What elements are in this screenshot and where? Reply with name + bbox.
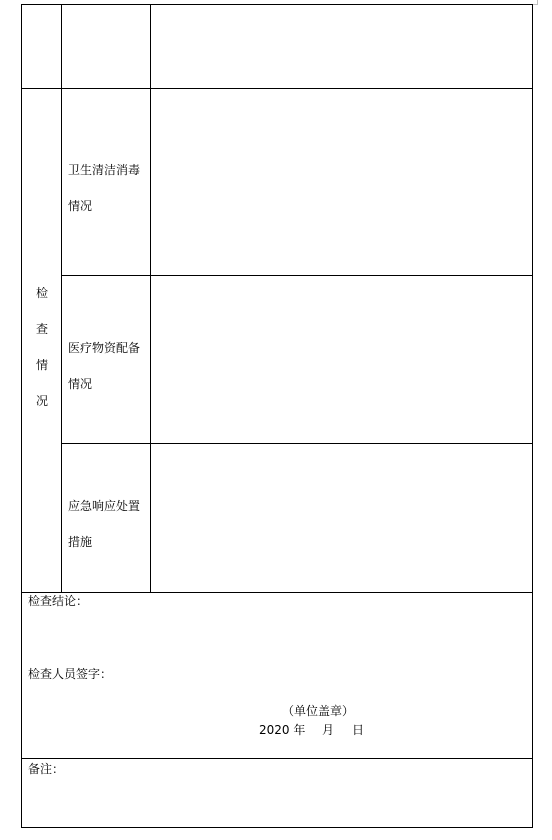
row-divider <box>61 275 533 276</box>
column-divider <box>150 4 151 593</box>
row-divider <box>21 592 533 593</box>
section-label-char: 查 <box>35 322 48 336</box>
row-label-medical-supplies: 医疗物资配备情况 <box>68 341 141 391</box>
row-divider <box>61 443 533 444</box>
date-day: 日 <box>352 723 365 737</box>
date-year: 2020 年 <box>259 723 306 737</box>
table-bottom-border <box>21 827 533 828</box>
row-divider <box>21 758 533 759</box>
remarks-content-cell[interactable] <box>72 760 530 825</box>
emergency-response-content-cell[interactable] <box>152 445 530 590</box>
table-right-border <box>532 4 533 828</box>
table-top-border <box>21 4 533 5</box>
remarks-label: 备注： <box>28 762 65 776</box>
inspection-section-label <box>22 275 62 419</box>
empty-cell[interactable] <box>152 6 530 86</box>
conclusion-label: 检查结论： <box>28 594 89 608</box>
date-month: 月 <box>322 723 335 737</box>
row-label-sanitation: 卫生清洁消毒情况 <box>68 163 141 213</box>
section-label-char: 检 <box>35 286 48 300</box>
medical-supplies-content-cell[interactable] <box>152 277 530 441</box>
inspector-signature-label: 检查人员签字： <box>28 667 113 681</box>
unit-seal-text: （单位盖章） <box>282 704 355 718</box>
sanitation-content-cell[interactable] <box>152 90 530 273</box>
row-divider <box>21 88 533 89</box>
row-label-emergency-response: 应急响应处置措施 <box>68 499 141 549</box>
section-label-char: 况 <box>35 394 48 408</box>
section-label-char: 情 <box>35 358 48 372</box>
